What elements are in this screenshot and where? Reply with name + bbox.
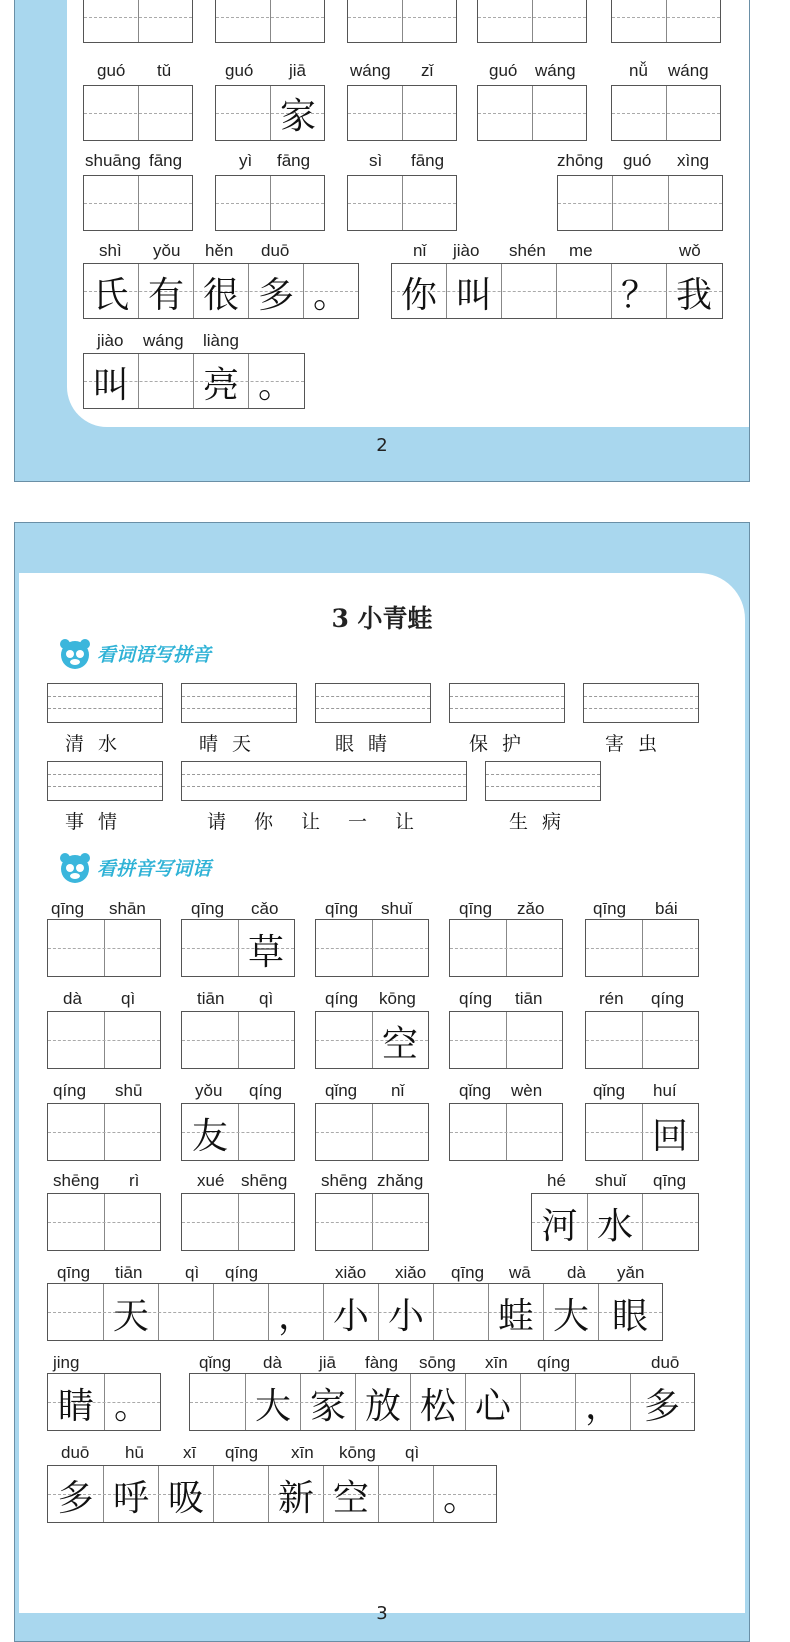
pinyin: shì	[99, 241, 122, 260]
grid-box	[83, 175, 193, 231]
page-3	[14, 522, 750, 1642]
grid-box	[47, 1193, 161, 1251]
grid-box	[449, 1011, 563, 1069]
pinyin: yǎn	[617, 1263, 645, 1282]
pinyin: sōng	[419, 1353, 456, 1372]
vocabulary-word: 事情	[65, 811, 132, 833]
pinyin: duō	[651, 1353, 680, 1372]
page-2	[14, 0, 750, 482]
sentence-grid	[47, 1373, 161, 1431]
grid-box	[585, 1103, 699, 1161]
page-number: 3	[376, 1603, 388, 1624]
filled-character: 小	[387, 1296, 424, 1337]
vocabulary-word: 请你让一让	[207, 811, 443, 833]
pinyin: jiào	[453, 241, 480, 260]
pinyin: guó	[97, 61, 126, 80]
pinyin: qīng	[57, 1263, 91, 1282]
grid-box	[585, 919, 699, 977]
grid-box	[181, 1193, 295, 1251]
section-title: 看词语写拼音	[97, 643, 212, 666]
grid-box	[47, 919, 161, 977]
grid-box	[611, 0, 721, 43]
page-2-panel	[67, 0, 749, 427]
page-3-panel	[19, 573, 745, 1613]
pinyin: qì	[185, 1263, 200, 1282]
section-header-write-pinyin	[55, 635, 211, 671]
grid-box	[449, 1103, 563, 1161]
panda-icon	[55, 635, 95, 671]
pinyin: duō	[261, 241, 290, 260]
filled-character: 叫	[455, 275, 492, 316]
pinyin: me	[569, 241, 593, 260]
pinyin: yì	[239, 151, 253, 170]
pinyin: tiān	[115, 1263, 143, 1282]
pinyin: duō	[61, 1443, 90, 1462]
filled-character: 回	[651, 1116, 688, 1157]
punctuation: 。	[257, 365, 294, 406]
pinyin: fàng	[365, 1353, 399, 1372]
grid-box	[347, 85, 457, 141]
filled-character: 空	[381, 1024, 418, 1065]
filled-character: 大	[254, 1386, 291, 1427]
grid-box	[181, 1103, 295, 1161]
grid-box	[477, 0, 587, 43]
filled-character: 多	[57, 1478, 94, 1519]
pinyin: fāng	[277, 151, 311, 170]
filled-character: 叫	[92, 365, 129, 406]
pinyin-writing-box	[47, 761, 163, 801]
pinyin: huí	[653, 1081, 677, 1100]
grid-box	[315, 1011, 429, 1069]
pinyin: dà	[567, 1263, 586, 1282]
pinyin: qì	[405, 1443, 420, 1462]
pinyin: jiā	[319, 1353, 337, 1372]
pinyin: zhōng	[557, 151, 604, 170]
filled-character: 友	[191, 1116, 228, 1157]
grid-box	[47, 1011, 161, 1069]
pinyin: qíng	[459, 989, 493, 1008]
pinyin: tiān	[197, 989, 225, 1008]
pinyin: jing	[53, 1353, 80, 1372]
pinyin: wèn	[511, 1081, 543, 1100]
pinyin: yǒu	[153, 241, 181, 260]
pinyin: qíng	[651, 989, 685, 1008]
grid-box	[181, 919, 295, 977]
vocabulary-word: 眼睛	[335, 733, 402, 755]
grid-box	[83, 0, 193, 43]
pinyin: qīng	[225, 1443, 259, 1462]
vocabulary-word: 晴天	[199, 733, 266, 755]
sentence-grid	[83, 353, 305, 409]
grid-box	[315, 1193, 429, 1251]
grid-box	[557, 175, 723, 231]
grid-box	[215, 175, 325, 231]
pinyin: qǐng	[199, 1353, 232, 1372]
pinyin: qīng	[593, 899, 627, 918]
pinyin: wǒ	[679, 241, 701, 260]
sentence-grid	[189, 1373, 695, 1431]
section-title: 看拼音写词语	[97, 857, 212, 880]
pinyin: hé	[547, 1171, 566, 1190]
pinyin: shēng	[241, 1171, 288, 1190]
pinyin: qíng	[225, 1263, 259, 1282]
grid-box	[181, 1011, 295, 1069]
grid-box	[83, 85, 193, 141]
pinyin: shuāng	[85, 151, 141, 170]
grid-box	[215, 0, 325, 43]
pinyin-writing-box	[181, 761, 467, 801]
filled-character: 有	[147, 275, 184, 316]
page-number: 2	[376, 435, 388, 456]
grid-box	[477, 85, 587, 141]
pinyin: xīn	[485, 1353, 508, 1372]
panda-icon	[55, 849, 95, 885]
punctuation: ，	[584, 1386, 621, 1427]
pinyin: wā	[509, 1263, 531, 1282]
pinyin: fāng	[411, 151, 445, 170]
pinyin: guó	[489, 61, 518, 80]
pinyin: xīn	[291, 1443, 314, 1462]
filled-character: 草	[247, 932, 284, 973]
section-header-write-words	[55, 849, 211, 885]
pinyin: cǎo	[251, 899, 279, 918]
grid-box	[347, 175, 457, 231]
pinyin: shēng	[53, 1171, 100, 1190]
filled-character: 氏	[92, 275, 129, 316]
grid-box	[449, 919, 563, 977]
filled-character: 很	[202, 275, 239, 316]
filled-character: 家	[309, 1386, 346, 1427]
pinyin: bái	[655, 899, 678, 918]
pinyin: sì	[369, 151, 383, 170]
lesson-title: 3 小青蛙	[331, 604, 433, 633]
filled-character: 小	[332, 1296, 369, 1337]
pinyin: kōng	[379, 989, 416, 1008]
pinyin-writing-box	[47, 683, 163, 723]
pinyin: zǐ	[421, 61, 434, 80]
filled-character: 多	[257, 275, 294, 316]
pinyin: nǐ	[391, 1081, 405, 1100]
pinyin: rì	[129, 1171, 140, 1190]
pinyin: nǚ	[629, 61, 648, 80]
filled-character: 亮	[202, 365, 239, 406]
pinyin: shū	[115, 1081, 143, 1100]
pinyin: qīng	[459, 899, 493, 918]
pinyin: fāng	[149, 151, 183, 170]
pinyin: qíng	[325, 989, 359, 1008]
punctuation: 。	[113, 1386, 150, 1427]
pinyin: guó	[623, 151, 652, 170]
grid-box	[315, 919, 429, 977]
filled-character: 呼	[112, 1478, 149, 1519]
filled-character: 你	[400, 275, 437, 316]
pinyin: qíng	[249, 1081, 283, 1100]
pinyin: qīng	[451, 1263, 485, 1282]
pinyin: wáng	[668, 61, 709, 80]
grid-box	[215, 85, 325, 141]
pinyin: zǎo	[517, 899, 545, 918]
pinyin: qǐng	[325, 1081, 358, 1100]
pinyin-writing-box	[583, 683, 699, 723]
filled-character: 空	[332, 1478, 369, 1519]
pinyin: hū	[125, 1443, 144, 1462]
pinyin: hěn	[205, 241, 234, 260]
filled-character: 放	[364, 1386, 401, 1427]
pinyin: tiān	[515, 989, 543, 1008]
pinyin: xué	[197, 1171, 225, 1190]
pinyin-writing-box	[449, 683, 565, 723]
filled-character: 多	[643, 1386, 680, 1427]
pinyin: wáng	[535, 61, 576, 80]
pinyin: qīng	[653, 1171, 687, 1190]
vocabulary-word: 害虫	[605, 733, 672, 755]
pinyin: qīng	[325, 899, 359, 918]
pinyin: shén	[509, 241, 546, 260]
grid-box	[347, 0, 457, 43]
sentence-grid	[83, 263, 359, 319]
pinyin: shuǐ	[381, 899, 413, 918]
pinyin: rén	[599, 989, 624, 1008]
pinyin: nǐ	[413, 241, 427, 260]
pinyin: wáng	[350, 61, 391, 80]
pinyin: kōng	[339, 1443, 376, 1462]
filled-character: 天	[112, 1296, 149, 1337]
pinyin: tǔ	[157, 61, 172, 80]
pinyin: guó	[225, 61, 254, 80]
pinyin: shēng	[321, 1171, 368, 1190]
filled-character: 河	[541, 1206, 578, 1247]
pinyin: qīng	[191, 899, 225, 918]
pinyin: qì	[121, 989, 136, 1008]
filled-character: 新	[277, 1478, 314, 1519]
pinyin: qīng	[51, 899, 85, 918]
pinyin-writing-box	[315, 683, 431, 723]
filled-character: 眼	[611, 1296, 648, 1337]
vocabulary-word: 生病	[509, 811, 576, 833]
pinyin: xī	[183, 1443, 197, 1462]
punctuation: ，	[277, 1296, 314, 1337]
filled-character: 蛙	[497, 1296, 534, 1337]
grid-box	[611, 85, 721, 141]
pinyin: xiǎo	[395, 1263, 427, 1282]
sentence-grid	[391, 263, 723, 319]
pinyin: shān	[109, 899, 146, 918]
pinyin: xiǎo	[335, 1263, 367, 1282]
pinyin: qì	[259, 989, 274, 1008]
pinyin: wáng	[143, 331, 184, 350]
punctuation: 。	[312, 275, 349, 316]
punctuation: 。	[442, 1478, 479, 1519]
filled-character: 心	[474, 1386, 511, 1427]
filled-character: 我	[675, 275, 712, 316]
grid-box	[47, 1103, 161, 1161]
filled-character: 松	[419, 1386, 456, 1427]
filled-character: 吸	[167, 1478, 204, 1519]
pinyin: qǐng	[593, 1081, 626, 1100]
grid-box	[531, 1193, 699, 1251]
pinyin-writing-box	[181, 683, 297, 723]
sentence-grid	[47, 1465, 497, 1523]
pinyin: yǒu	[195, 1081, 223, 1100]
pinyin: jiā	[289, 61, 307, 80]
vocabulary-word: 保护	[469, 733, 536, 755]
punctuation: ？	[620, 275, 657, 316]
filled-character: 大	[552, 1296, 589, 1337]
pinyin: qíng	[537, 1353, 571, 1372]
pinyin: zhǎng	[377, 1171, 424, 1190]
pinyin: qǐng	[459, 1081, 492, 1100]
pinyin: xìng	[677, 151, 710, 170]
pinyin: jiào	[97, 331, 124, 350]
filled-character: 水	[596, 1206, 633, 1247]
filled-character: 睛	[57, 1386, 94, 1427]
pinyin: dà	[263, 1353, 282, 1372]
sentence-grid	[47, 1283, 663, 1341]
pinyin: dà	[63, 989, 82, 1008]
pinyin: qíng	[53, 1081, 87, 1100]
vocabulary-word: 清水	[65, 733, 132, 755]
pinyin-writing-box	[485, 761, 601, 801]
pinyin: liàng	[203, 331, 239, 350]
grid-box	[315, 1103, 429, 1161]
grid-box	[585, 1011, 699, 1069]
pinyin: shuǐ	[595, 1171, 627, 1190]
filled-character: 家	[279, 96, 316, 137]
